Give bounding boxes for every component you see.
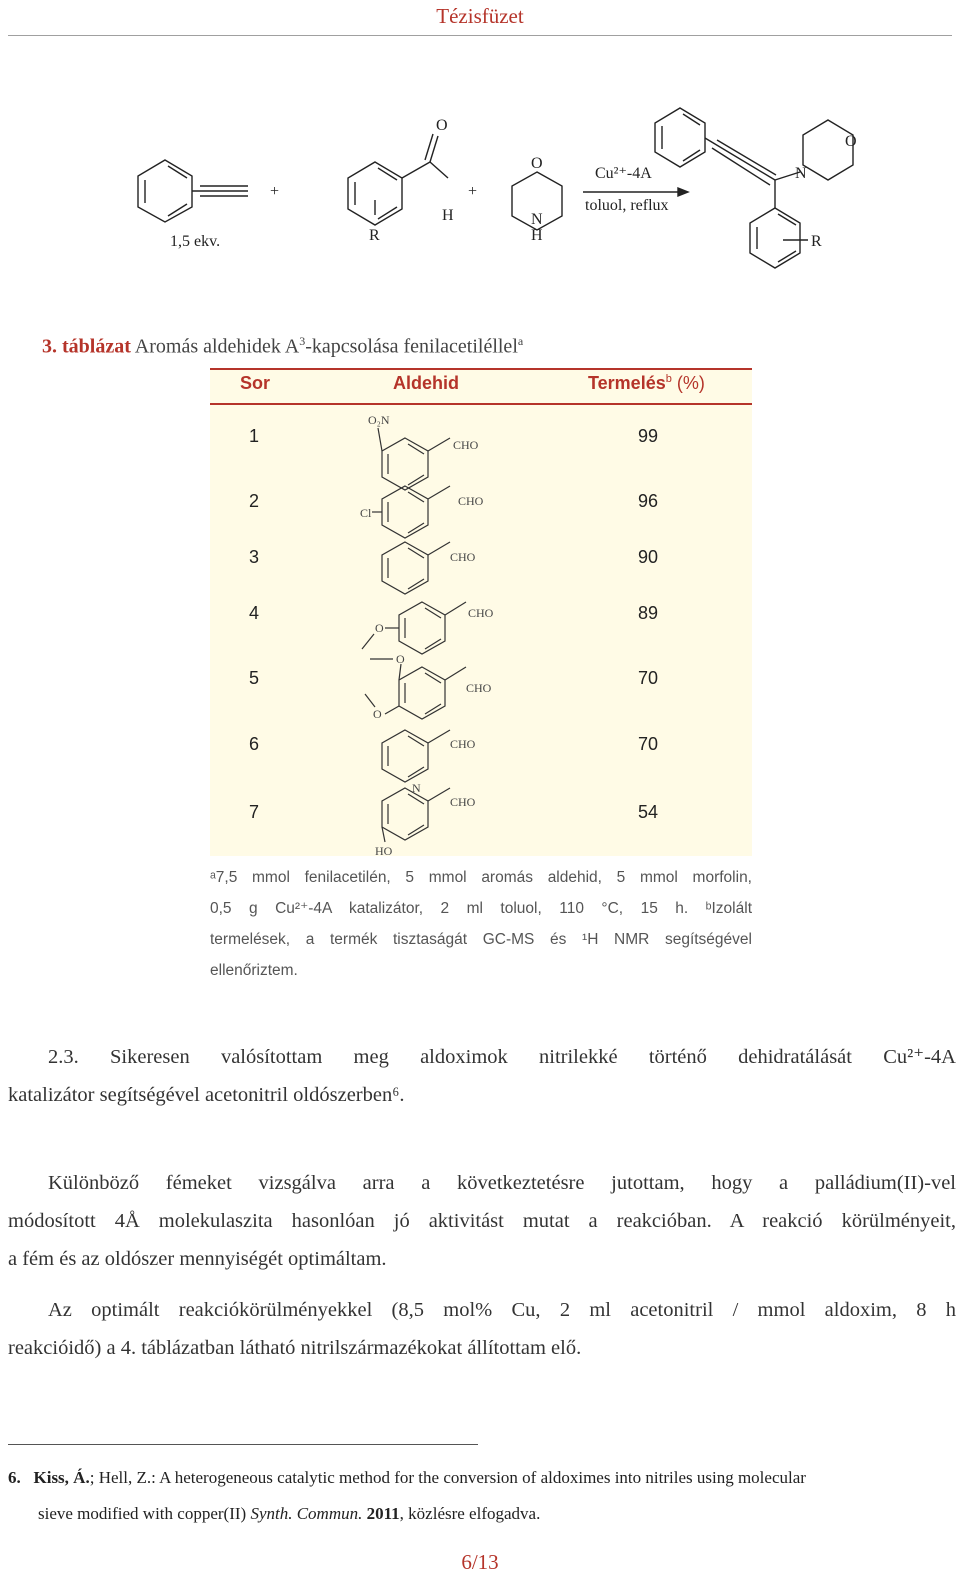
- paragraph-metals-line-1: Különböző fémeket vizsgálva arra a következtetésre jutottam, hogy a palládium(II)-vel: [48, 1172, 956, 1194]
- column-header-aldehid: Aldehid: [393, 373, 459, 393]
- table-caption-sup3: 3: [299, 334, 306, 348]
- row-3-yield: 90: [637, 547, 659, 567]
- table-caption-supa: a: [517, 334, 524, 348]
- table-caption-label: 3. táblázat: [42, 335, 131, 358]
- row-5-sor: 5: [248, 668, 259, 688]
- scheme-conditions: toluol, reflux: [585, 197, 669, 214]
- page-header-title: Tézisfüzet: [436, 4, 524, 28]
- row-6-cho: CHO: [450, 737, 476, 751]
- table-footnote-line-3: termelések, a termék tisztaságát GC-MS és ¹H NMR segítségével: [210, 931, 752, 948]
- reaction-scheme: [0, 50, 960, 320]
- row-7-substituent: HO: [375, 844, 393, 856]
- scheme-morpholine-h: H: [531, 227, 543, 244]
- column-header-termeles-sup: b: [665, 373, 672, 385]
- row-6-yield: 70: [637, 734, 659, 754]
- paragraph-metals-line-3: a fém és az oldószer mennyiségét optimáltam.: [8, 1248, 387, 1270]
- footnote-author-1: Kiss, Á.: [33, 1468, 90, 1487]
- row-4-yield: 89: [637, 603, 659, 623]
- footnote-author-2: ; Hell, Z.: [89, 1468, 152, 1487]
- aldehyde-structures: [210, 404, 752, 856]
- table-footnote-line-2: 0,5 g Cu²⁺-4A katalizátor, 2 ml toluol, 110 °C, 15 h. ᵇIzolált: [210, 900, 752, 917]
- row-1-cho: CHO: [453, 438, 479, 452]
- paragraph-optimized: [8, 1291, 956, 1367]
- row-6-sor: 6: [248, 734, 259, 754]
- footnote-text-a: : A heterogeneous catalytic method for the conversion of aldoximes into nitriles using molecular: [151, 1468, 806, 1487]
- paragraph-2-3: [8, 1038, 956, 1114]
- footnote-text-b: sieve modified with copper(II): [38, 1504, 251, 1523]
- yield-table: [210, 368, 752, 856]
- scheme-product-r: R: [811, 233, 822, 250]
- scheme-h-label: H: [442, 207, 454, 224]
- table-footnote-line-1: ᵃ7,5 mmol fenilacetilén, 5 mmol aromás aldehid, 5 mmol morfolin,: [210, 869, 752, 886]
- row-5-cho: CHO: [466, 681, 492, 695]
- row-5-substituent-b: O: [373, 707, 382, 721]
- column-header-sor: Sor: [240, 373, 271, 393]
- table-footnote-line-4: ellenőriztem.: [210, 962, 298, 979]
- row-4-substituent: O: [375, 621, 384, 635]
- row-2-cho: CHO: [458, 494, 484, 508]
- footnote-year: 2011: [366, 1504, 400, 1523]
- scheme-plus-1: +: [270, 183, 280, 200]
- header-divider: [8, 35, 952, 36]
- table-caption: [42, 334, 523, 359]
- row-7-sor: 7: [248, 802, 259, 822]
- scheme-product-n: N: [795, 165, 807, 182]
- footnote-number: 6.: [8, 1468, 21, 1487]
- row-1-yield: 99: [637, 426, 659, 446]
- row-5-substituent-a: O: [396, 652, 405, 666]
- paragraph-metals: [8, 1164, 956, 1278]
- paragraph-2-3-line-1: 2.3. Sikeresen valósítottam meg aldoximok nitrilekké történő dehidratálását Cu²⁺-4A: [48, 1046, 956, 1068]
- table-caption-text-post: -kapcsolása fenilacetiléllel: [305, 335, 518, 358]
- row-3-sor: 3: [248, 547, 259, 567]
- row-3-cho: CHO: [450, 550, 476, 564]
- row-2-yield: 96: [637, 491, 659, 511]
- column-header-termeles-text: Termelés: [588, 373, 666, 393]
- scheme-ekv-label: 1,5 ekv.: [170, 233, 221, 250]
- column-header-termeles-unit: (%): [671, 373, 705, 393]
- scheme-morpholine-o: O: [531, 155, 543, 172]
- table-caption-text-pre: Aromás aldehidek A: [130, 335, 300, 358]
- table-footnote: [210, 862, 752, 986]
- row-4-cho: CHO: [468, 606, 494, 620]
- scheme-r-label: R: [369, 227, 380, 244]
- footnote-journal: Synth. Commun.: [250, 1504, 363, 1523]
- column-header-termeles: [588, 373, 705, 394]
- row-6-ring-n: N: [412, 781, 421, 795]
- paragraph-metals-line-2: módosított 4Å molekulaszita hasonlóan jó aktivitást mutat a reakcióban. A reakció körülményeit,: [8, 1210, 956, 1232]
- row-7-cho: CHO: [450, 795, 476, 809]
- paragraph-optimized-line-2: reakcióidő) a 4. táblázatban látható nitrilszármazékokat állítottam elő.: [8, 1337, 582, 1359]
- scheme-morpholine-n: N: [531, 211, 543, 228]
- paragraph-optimized-line-1: Az optimált reakciókörülményekkel (8,5 mol% Cu, 2 ml acetonitril / mmol aldoxim, 8 h: [48, 1299, 956, 1321]
- scheme-catalyst: Cu²⁺-4A: [595, 165, 652, 182]
- row-5-yield: 70: [637, 668, 659, 688]
- footnote-reference-6: [8, 1460, 956, 1532]
- paragraph-2-3-line-2: katalizátor segítségével acetonitril oldószerben⁶.: [8, 1084, 405, 1106]
- page-number: 6/13: [461, 1550, 499, 1574]
- row-2-sor: 2: [248, 491, 259, 511]
- table-top-rule: [210, 368, 752, 370]
- row-2-substituent: Cl: [360, 506, 372, 520]
- row-7-yield: 54: [637, 802, 659, 822]
- scheme-o-label: O: [436, 117, 448, 134]
- scheme-product-o: O: [845, 133, 857, 150]
- footnote-divider: [8, 1444, 478, 1445]
- row-4-sor: 4: [248, 603, 259, 623]
- row-1-substituent: O₂N: [368, 413, 390, 427]
- row-1-sor: 1: [248, 426, 259, 446]
- footnote-text-c: , közlésre elfogadva.: [399, 1504, 541, 1523]
- scheme-plus-2: +: [468, 183, 478, 200]
